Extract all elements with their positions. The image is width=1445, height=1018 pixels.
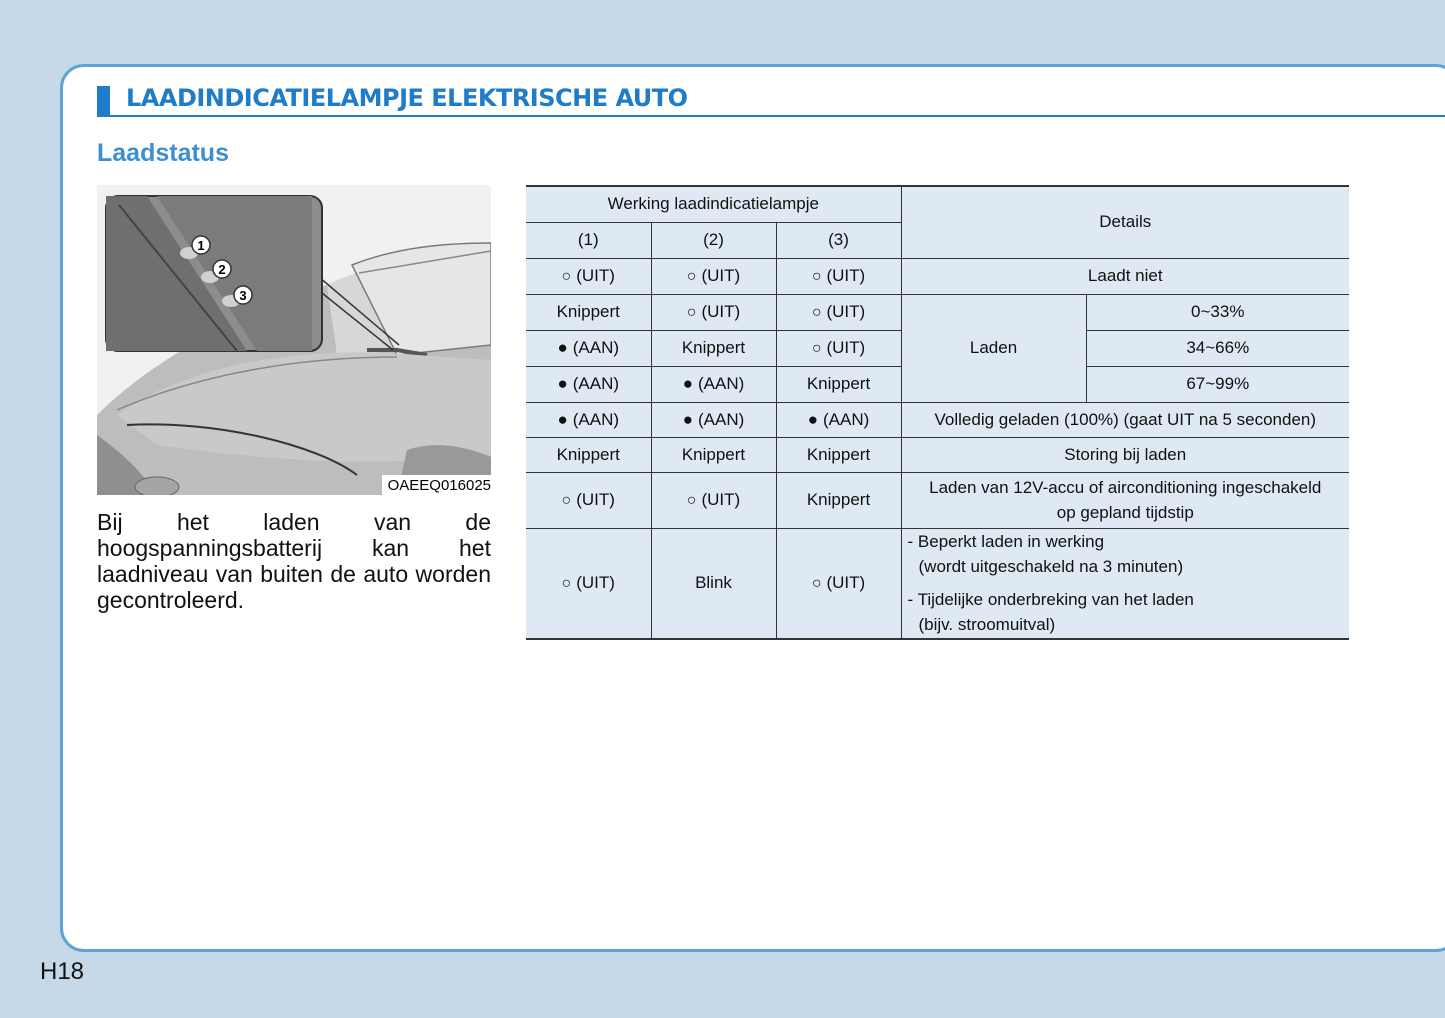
section-rule xyxy=(97,115,1445,117)
off-symbol: ○ xyxy=(686,304,697,321)
cell-state: Knippert xyxy=(526,294,651,330)
off-symbol: ○ xyxy=(811,575,822,593)
subsection-title: Laadstatus xyxy=(97,139,229,167)
detail-subline: (bijv. stroomuitval) xyxy=(918,615,1056,635)
header-details: Details xyxy=(901,186,1349,258)
cell-state: (UIT) xyxy=(576,266,615,285)
detail-line: op gepland tijdstip xyxy=(1056,503,1194,522)
cell-state: Knippert xyxy=(776,437,901,472)
on-symbol: ● xyxy=(682,409,693,429)
callout-2: 2 xyxy=(218,262,226,277)
cell-state: (AAN) xyxy=(572,374,620,393)
table-row xyxy=(526,437,1349,472)
table-row xyxy=(526,294,1349,330)
table-row xyxy=(526,472,1349,528)
cell-state: (UIT) xyxy=(576,573,615,593)
cell-state: (UIT) xyxy=(826,338,866,357)
cell-charging-label: Laden xyxy=(901,294,1086,402)
cell-state: (UIT) xyxy=(826,302,866,321)
table-header-row xyxy=(526,186,1349,222)
on-symbol: ● xyxy=(557,338,568,357)
cell-state: (UIT) xyxy=(576,490,615,509)
cell-state: (UIT) xyxy=(826,266,866,285)
detail-subline: (wordt uitgeschakeld na 3 minuten) xyxy=(918,557,1184,577)
cell-state: (AAN) xyxy=(698,374,745,393)
header-col-2: (2) xyxy=(651,222,776,258)
detail-item: - Tijdelijke onderbreking van het laden xyxy=(907,590,1194,610)
cell-state: Knippert xyxy=(776,472,901,528)
car-illustration xyxy=(97,185,491,495)
cell-detail xyxy=(901,528,1349,639)
charging-status-table xyxy=(526,185,1349,640)
callout-3: 3 xyxy=(239,288,247,303)
off-symbol: ○ xyxy=(686,268,697,285)
off-symbol: ○ xyxy=(811,340,822,357)
cell-state: (UIT) xyxy=(701,490,741,509)
table-row xyxy=(526,528,1349,639)
cell-detail: 34~66% xyxy=(1086,330,1349,366)
section-title: LAADINDICATIELAMPJE ELEKTRISCHE AUTO xyxy=(126,84,688,112)
off-symbol: ○ xyxy=(811,268,822,285)
cell-detail: 67~99% xyxy=(1086,366,1349,402)
cell-detail: 0~33% xyxy=(1086,294,1349,330)
cell-state: (UIT) xyxy=(701,302,741,321)
cell-state: Knippert xyxy=(651,437,776,472)
cell-detail: Storing bij laden xyxy=(901,437,1349,472)
figure-code: OAEEQ016025 xyxy=(382,475,491,495)
cell-state: (AAN) xyxy=(823,409,870,429)
off-symbol: ○ xyxy=(561,268,572,285)
header-group: Werking laadindicatielampje xyxy=(526,186,901,222)
cell-detail xyxy=(901,472,1349,528)
cell-state: Knippert xyxy=(651,330,776,366)
cell-detail: Laadt niet xyxy=(901,258,1349,294)
off-symbol: ○ xyxy=(561,575,572,593)
section-marker xyxy=(97,86,110,115)
table-row xyxy=(526,258,1349,294)
detail-line: Laden van 12V-accu of airconditioning ingeschakeld xyxy=(929,478,1322,497)
on-symbol: ● xyxy=(807,409,818,429)
cell-state: (UIT) xyxy=(826,573,866,593)
body-paragraph: Bij het laden van de hoogspanningsbatterij kan het laadniveau van buiten de auto worden gecontroleerd. xyxy=(97,509,491,613)
page-number: H18 xyxy=(40,958,85,985)
on-symbol: ● xyxy=(557,374,568,393)
cell-detail: Volledig geladen (100%) (gaat UIT na 5 seconden) xyxy=(901,402,1349,437)
off-symbol: ○ xyxy=(686,492,697,509)
off-symbol: ○ xyxy=(811,304,822,321)
on-symbol: ● xyxy=(682,374,693,393)
header-col-3: (3) xyxy=(776,222,901,258)
detail-item: - Beperkt laden in werking xyxy=(907,532,1105,552)
cell-state: Knippert xyxy=(526,437,651,472)
cell-state: (AAN) xyxy=(572,409,620,429)
car-drawing xyxy=(97,185,491,495)
cell-state: (AAN) xyxy=(698,409,745,429)
header-col-1: (1) xyxy=(526,222,651,258)
cell-state: (AAN) xyxy=(572,338,620,357)
cell-state: Blink xyxy=(651,528,776,639)
off-symbol: ○ xyxy=(561,492,572,509)
callout-1: 1 xyxy=(197,238,205,253)
table-row xyxy=(526,402,1349,437)
on-symbol: ● xyxy=(557,409,568,429)
cell-state: Knippert xyxy=(776,366,901,402)
cell-state: (UIT) xyxy=(701,266,741,285)
